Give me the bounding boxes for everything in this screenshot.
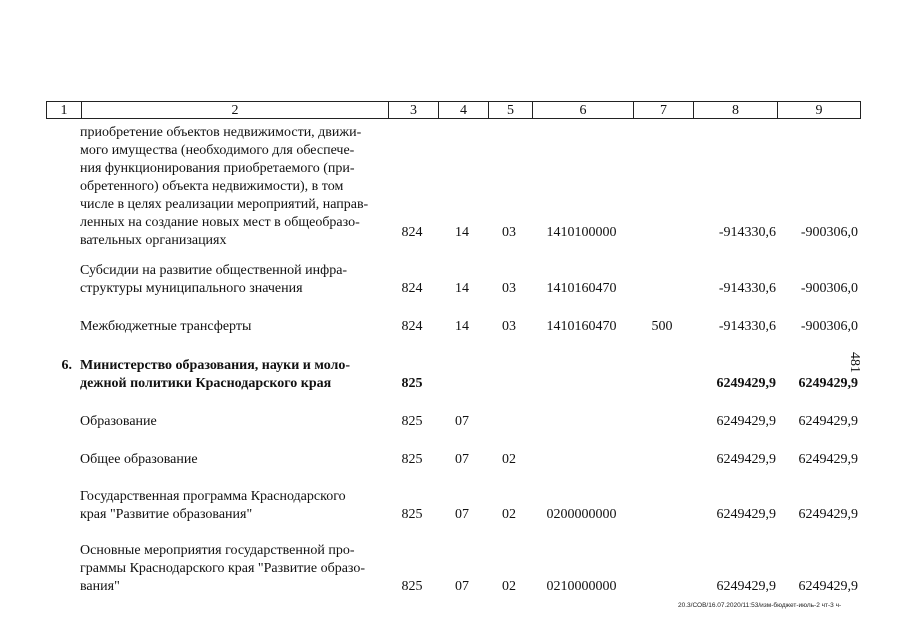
row-name-line: вательных организациях	[80, 233, 227, 248]
cell-col-6: 1410160470	[546, 281, 617, 296]
header-col-5: 5	[488, 102, 532, 118]
header-col-1: 1	[60, 103, 68, 118]
row-name-line: вания"	[80, 579, 120, 594]
row-name	[80, 262, 386, 298]
row-name	[80, 357, 386, 393]
cell-col-4: 07	[455, 507, 469, 522]
cell-col-8: -914330,6	[718, 319, 776, 334]
cell-col-7: 500	[651, 319, 673, 334]
header-col-8: 8	[693, 102, 777, 118]
row-name-line: мого имущества (необходимого для обеспече-	[80, 143, 355, 158]
footer-code: 20.3/СОВ/16.07.2020/11:53/изм-бюджет-июль-2 чт-3 ч-	[678, 602, 842, 609]
cell-col-3: 825	[401, 414, 423, 429]
column-number-header	[46, 101, 861, 119]
row-name-line: Образование	[80, 414, 157, 429]
row-name	[80, 318, 386, 336]
cell-col-3: 824	[401, 225, 423, 240]
row-name-line: Межбюджетные трансферты	[80, 319, 252, 334]
cell-col-4: 07	[455, 452, 469, 467]
cell-col-4: 07	[455, 414, 469, 429]
cell-col-8: -914330,6	[718, 225, 776, 240]
cell-col-3: 824	[401, 281, 423, 296]
cell-col-9: 6249429,9	[798, 579, 858, 594]
cell-col-4: 14	[455, 225, 469, 240]
cell-col-3: 825	[401, 452, 423, 467]
row-name-line: граммы Краснодарского края "Развитие образо-	[80, 561, 366, 576]
cell-col-8: 6249429,9	[716, 376, 776, 391]
row-name	[80, 413, 386, 431]
cell-col-9: -900306,0	[800, 225, 858, 240]
cell-col-8: -914330,6	[718, 281, 776, 296]
row-name-line: приобретение объектов недвижимости, движи-	[80, 125, 362, 140]
cell-col-3: 825	[401, 507, 423, 522]
cell-col-9: 6249429,9	[798, 414, 858, 429]
page-number: 481	[847, 352, 862, 373]
cell-col-9: 6249429,9	[798, 507, 858, 522]
row-name	[80, 488, 386, 524]
header-col-7: 7	[633, 102, 693, 118]
cell-col-5: 03	[502, 225, 516, 240]
cell-col-3: 824	[401, 319, 423, 334]
row-name-line: края "Развитие образования"	[80, 507, 253, 522]
row-name	[80, 451, 386, 469]
row-name-line: структуры муниципального значения	[80, 281, 303, 296]
row-name-line: ленных на создание новых мест в общеобразо-	[80, 215, 360, 230]
header-col-3: 3	[388, 102, 438, 118]
row-name	[80, 542, 386, 596]
cell-col-6: 1410160470	[546, 319, 617, 334]
cell-col-8: 6249429,9	[716, 414, 776, 429]
cell-col-8: 6249429,9	[716, 579, 776, 594]
row-name-line: ния функционирования приобретаемого (при-	[80, 161, 355, 176]
row-name-line: Министерство образования, науки и моло-	[80, 358, 351, 373]
row-name	[80, 124, 386, 250]
cell-col-6: 0200000000	[546, 507, 617, 522]
cell-col-9: -900306,0	[800, 319, 858, 334]
header-col-9: 9	[777, 102, 860, 118]
header-col-2: 2	[81, 102, 388, 118]
row-name-line: обретенного) объекта недвижимости), в том	[80, 179, 344, 194]
cell-col-5: 02	[502, 579, 516, 594]
cell-col-3: 825	[401, 376, 423, 391]
cell-col-5: 03	[502, 319, 516, 334]
cell-col-4: 14	[455, 319, 469, 334]
cell-col-5: 02	[502, 452, 516, 467]
header-col-6: 6	[532, 102, 633, 118]
row-name-line: Общее образование	[80, 452, 198, 467]
cell-col-4: 14	[455, 281, 469, 296]
header-col-4: 4	[438, 102, 488, 118]
cell-col-6: 0210000000	[546, 579, 617, 594]
row-name-line: Основные мероприятия государственной про-	[80, 543, 355, 558]
cell-col-6: 1410100000	[546, 225, 617, 240]
cell-col-8: 6249429,9	[716, 452, 776, 467]
cell-col-5: 03	[502, 281, 516, 296]
cell-col-5: 02	[502, 507, 516, 522]
row-name-line: Субсидии на развитие общественной инфра-	[80, 263, 348, 278]
cell-col-9: -900306,0	[800, 281, 858, 296]
row-name-line: дежной политики Краснодарского края	[80, 376, 332, 391]
row-name-line: Государственная программа Краснодарского	[80, 489, 346, 504]
cell-col-9: 6249429,9	[798, 376, 858, 391]
cell-col-4: 07	[455, 579, 469, 594]
cell-col-9: 6249429,9	[798, 452, 858, 467]
cell-col-3: 825	[401, 579, 423, 594]
row-name-line: числе в целях реализации мероприятий, направ-	[80, 197, 369, 212]
cell-col-8: 6249429,9	[716, 507, 776, 522]
row-number: 6.	[61, 358, 72, 373]
